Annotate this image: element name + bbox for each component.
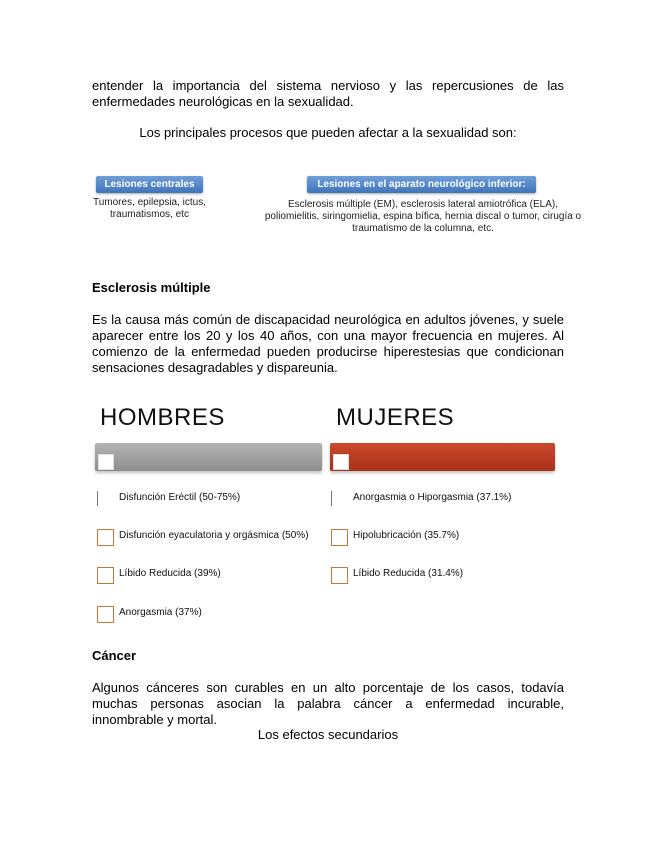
women-bar (330, 443, 555, 471)
side-effects-line: Los efectos secundarios (257, 727, 399, 742)
central-lesions-label: Lesiones centrales (96, 176, 203, 193)
checkbox-icon (97, 606, 114, 623)
intro-paragraph: entender la importancia del sistema nervioso y las repercusiones de las enfermedades neurológicas en la sexualidad. (92, 78, 564, 109)
esclerosis-heading: Esclerosis múltiple (92, 280, 211, 295)
checkbox-icon (331, 567, 348, 584)
women-item-label: Líbido Reducida (31.4%) (353, 568, 464, 579)
cancer-paragraph: Algunos cánceres son curables en un alto porcentaje de los casos, todavía muchas personas asocian la palabra cáncer a enfermedad incurable, innombrable y mortal. (92, 680, 564, 727)
women-title: MUJERES (336, 404, 455, 431)
women-item-label: Hipolubricación (35.7%) (353, 530, 460, 541)
men-item-label: Anorgasmia (37%) (119, 607, 202, 618)
men-item-label: Disfunción eyaculatoria y orgásmica (50%) (119, 530, 309, 541)
cancer-heading: Cáncer (92, 648, 137, 663)
checkbox-icon (97, 491, 113, 506)
women-bar-square (333, 454, 349, 470)
central-lesions-desc: Tumores, epilepsia, ictus, traumatismos, etc (92, 197, 206, 220)
inferior-lesions-desc: Esclerosis múltiple (EM), esclerosis lateral amiotrófica (ELA), poliomielitis, siringomielia, espina bífica, hernia discal o tumor, cirugía o traumatismo de la columna, etc. (264, 199, 582, 234)
processes-subtitle: Los principales procesos que pueden afectar a la sexualidad son: (139, 125, 517, 140)
women-item-label: Anorgasmia o Hiporgasmia (37.1%) (353, 492, 512, 503)
checkbox-icon (97, 529, 114, 546)
men-item-label: Disfunción Eréctil (50-75%) (119, 492, 241, 503)
men-title: HOMBRES (100, 404, 225, 431)
men-item-label: Líbido Reducida (39%) (119, 568, 221, 579)
inferior-lesions-label: Lesiones en el aparato neurológico inferior: (307, 176, 536, 193)
men-bar-square (98, 454, 114, 470)
esclerosis-paragraph: Es la causa más común de discapacidad neurológica en adultos jóvenes, y suele aparecer entre los 20 y los 40 años, con una mayor frecuencia en mujeres. Al comienzo de la enfermedad pueden producirse hiperestesias que condicionan sensaciones desagradables y dispareunia. (92, 312, 564, 375)
checkbox-icon (97, 567, 114, 584)
checkbox-icon (331, 491, 347, 506)
men-bar (95, 443, 322, 471)
checkbox-icon (331, 529, 348, 546)
